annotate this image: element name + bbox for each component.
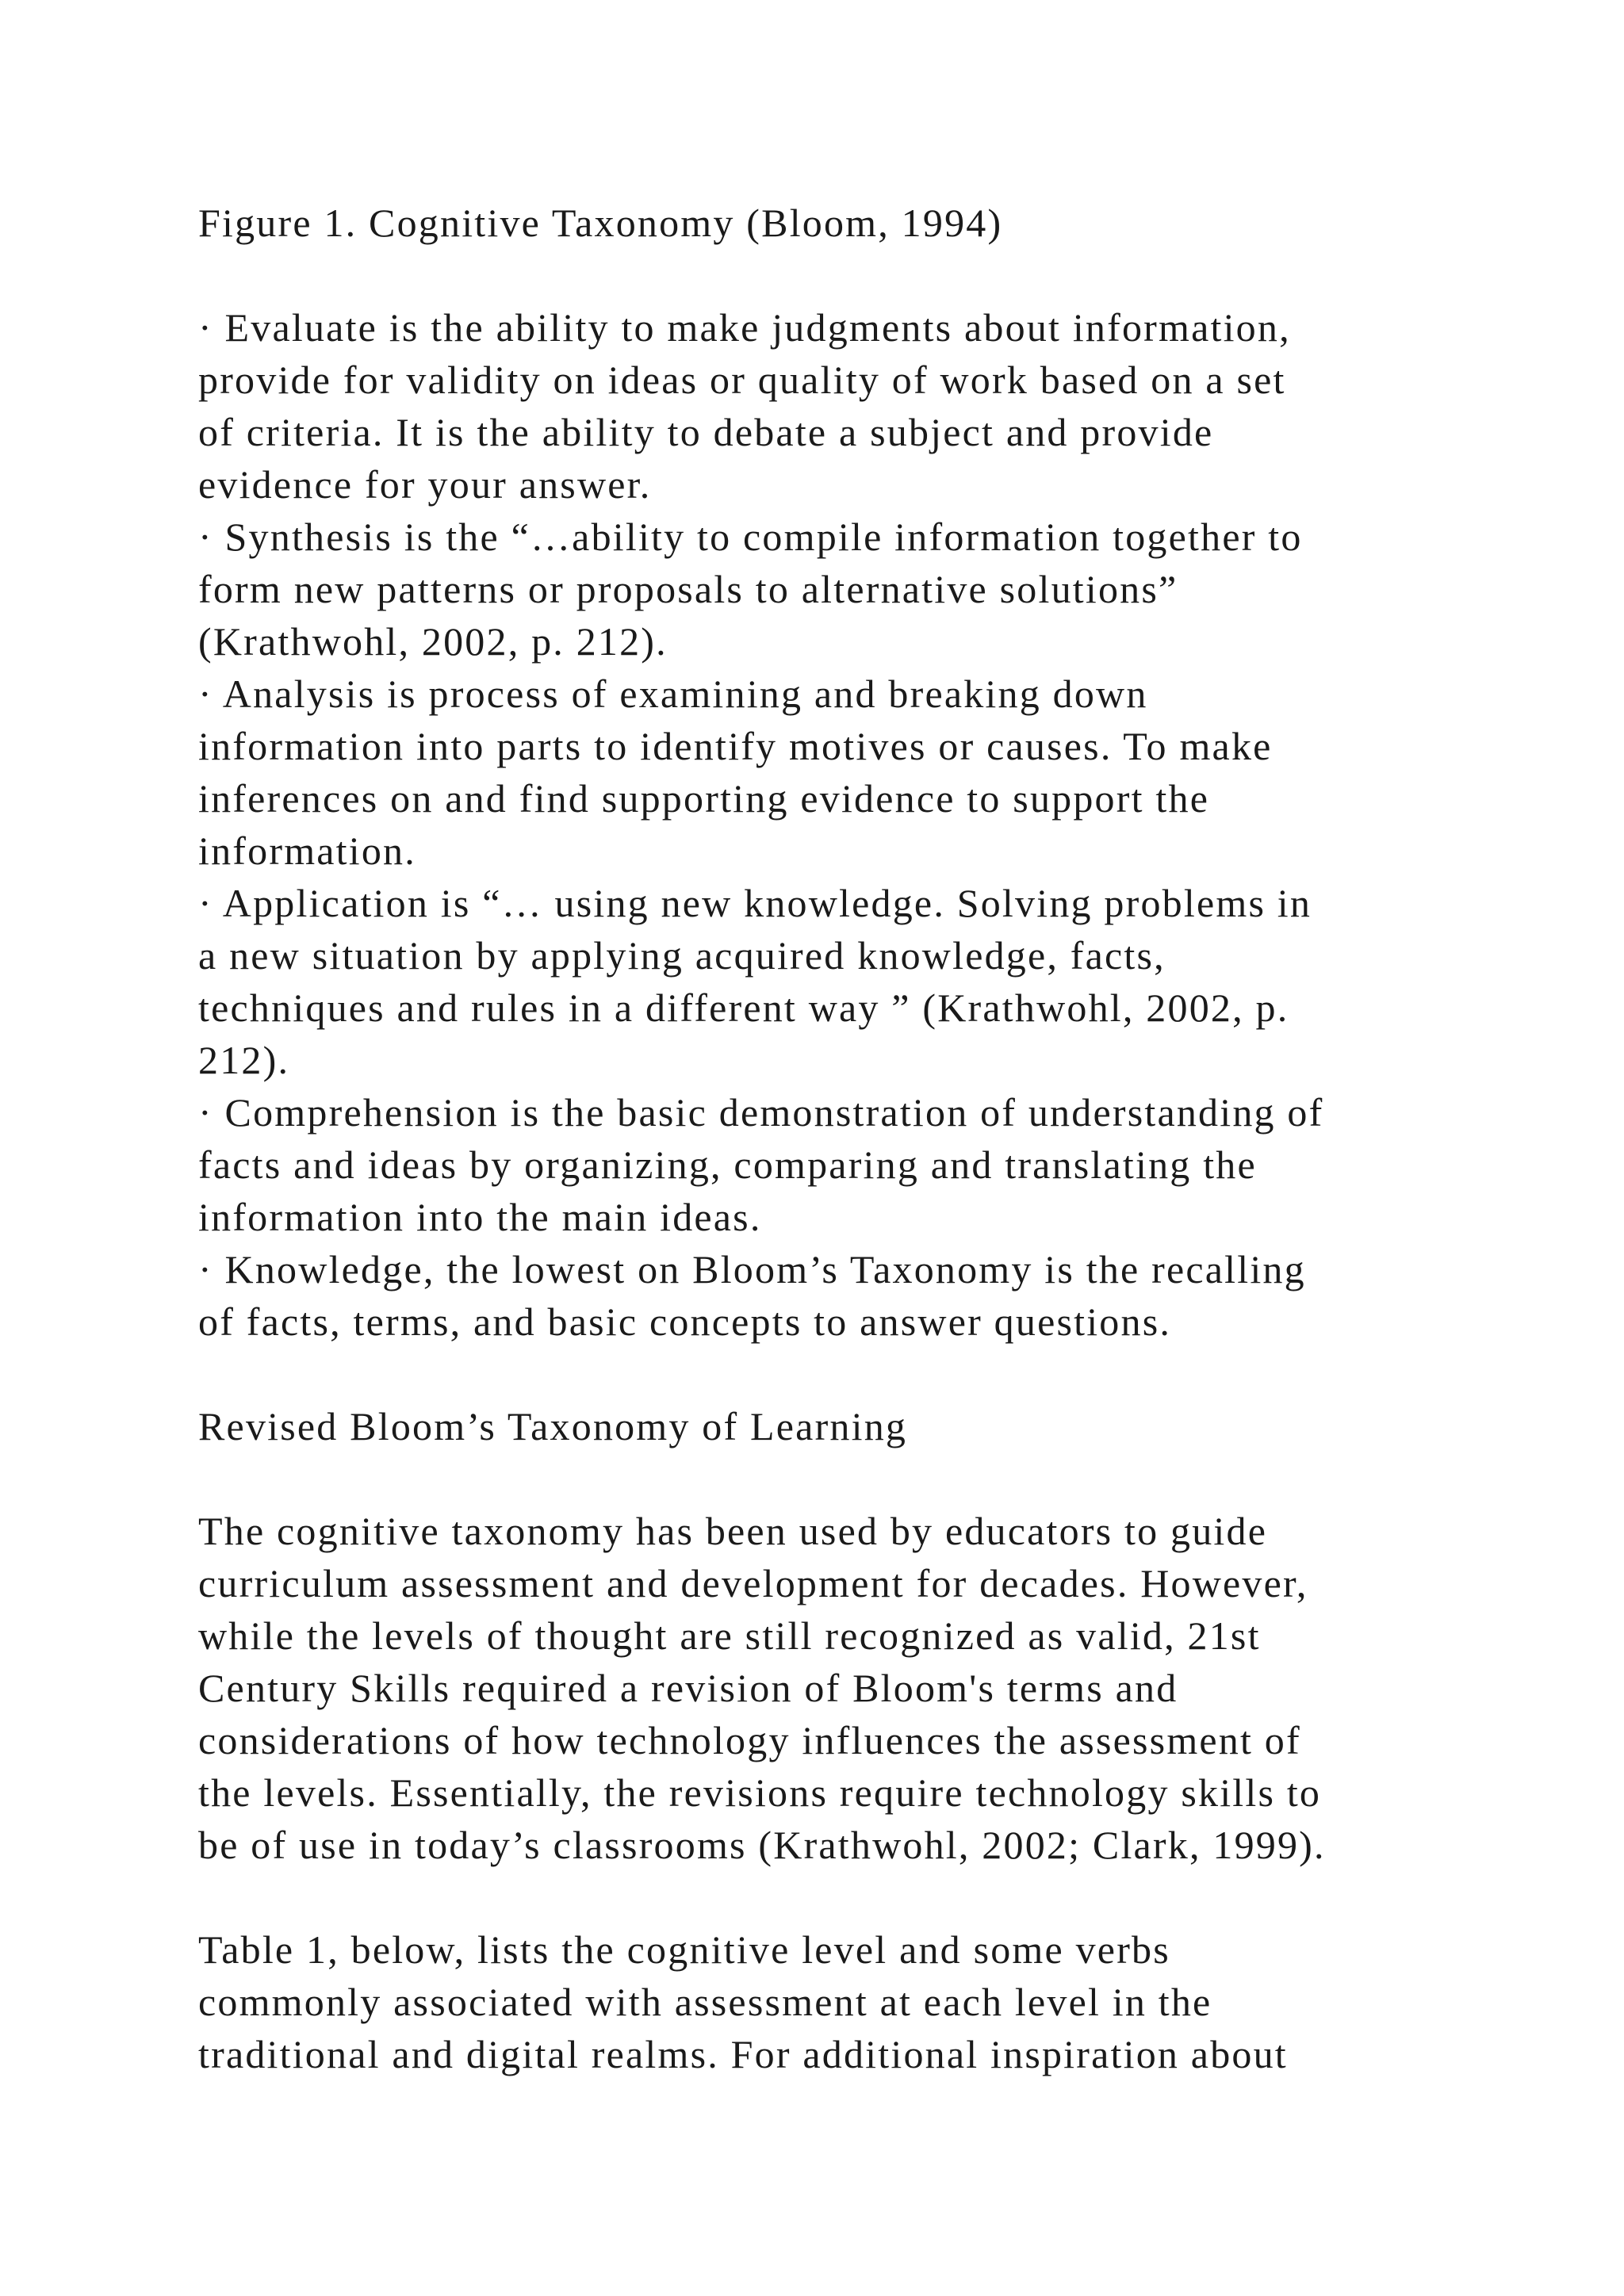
blank-line bbox=[198, 1871, 1499, 1923]
level-item-comprehension bbox=[198, 1086, 1499, 1243]
text-line: information into the main ideas. bbox=[198, 1195, 762, 1239]
level-item-analysis bbox=[198, 668, 1499, 877]
text-line: Century Skills required a revision of Bloom's terms and bbox=[198, 1666, 1178, 1710]
text-line: the levels. Essentially, the revisions require technology skills to bbox=[198, 1770, 1322, 1815]
text-line: (Krathwohl, 2002, p. 212). bbox=[198, 619, 668, 664]
text-line: traditional and digital realms. For additional inspiration about bbox=[198, 2032, 1288, 2076]
taxonomy-level-list bbox=[198, 301, 1499, 1348]
text-line: a new situation by applying acquired knowledge, facts, bbox=[198, 933, 1166, 978]
text-line: · Knowledge, the lowest on Bloom’s Taxonomy is the recalling bbox=[198, 1247, 1306, 1292]
text-line: · Comprehension is the basic demonstration of understanding of bbox=[198, 1090, 1324, 1135]
blank-line bbox=[198, 249, 1499, 301]
text-line: form new patterns or proposals to alternative solutions” bbox=[198, 567, 1178, 611]
text-line: of criteria. It is the ability to debate a subject and provide bbox=[198, 410, 1214, 454]
text-line: commonly associated with assessment at each level in the bbox=[198, 1980, 1212, 2024]
text-line: be of use in today’s classrooms (Krathwohl, 2002; Clark, 1999). bbox=[198, 1823, 1326, 1867]
text-line: techniques and rules in a different way ” (Krathwohl, 2002, p. bbox=[198, 985, 1289, 1030]
level-item-knowledge bbox=[198, 1243, 1499, 1348]
level-item-application bbox=[198, 877, 1499, 1086]
figure-caption: Figure 1. Cognitive Taxonomy (Bloom, 1994) bbox=[198, 201, 1003, 245]
level-item-evaluate bbox=[198, 301, 1499, 511]
text-line: · Application is “… using new knowledge. Solving problems in bbox=[198, 881, 1312, 925]
text-line: considerations of how technology influences the assessment of bbox=[198, 1718, 1301, 1762]
text-line: curriculum assessment and development for decades. However, bbox=[198, 1561, 1308, 1605]
paragraph-revised-taxonomy bbox=[198, 1505, 1499, 1871]
blank-line bbox=[198, 1452, 1499, 1505]
text-line: evidence for your answer. bbox=[198, 462, 652, 507]
section-heading: Revised Bloom’s Taxonomy of Learning bbox=[198, 1404, 908, 1448]
blank-line bbox=[198, 1348, 1499, 1400]
text-line: Table 1, below, lists the cognitive level and some verbs bbox=[198, 1927, 1170, 1972]
text-line: 212). bbox=[198, 1038, 290, 1082]
text-line: while the levels of thought are still recognized as valid, 21st bbox=[198, 1613, 1261, 1658]
text-line: information. bbox=[198, 828, 416, 873]
document-page bbox=[198, 197, 1499, 2080]
text-line: of facts, terms, and basic concepts to answer questions. bbox=[198, 1299, 1172, 1344]
text-line: information into parts to identify motives or causes. To make bbox=[198, 724, 1273, 768]
level-item-synthesis bbox=[198, 511, 1499, 668]
paragraph-table-intro bbox=[198, 1923, 1499, 2080]
text-line: facts and ideas by organizing, comparing and translating the bbox=[198, 1142, 1257, 1187]
text-line: provide for validity on ideas or quality of work based on a set bbox=[198, 358, 1286, 402]
text-line: · Analysis is process of examining and breaking down bbox=[198, 672, 1148, 716]
text-line: The cognitive taxonomy has been used by educators to guide bbox=[198, 1509, 1268, 1553]
text-line: inferences on and find supporting evidence to support the bbox=[198, 776, 1210, 821]
text-line: · Evaluate is the ability to make judgments about information, bbox=[198, 305, 1291, 350]
text-line: · Synthesis is the “…ability to compile information together to bbox=[198, 515, 1303, 559]
